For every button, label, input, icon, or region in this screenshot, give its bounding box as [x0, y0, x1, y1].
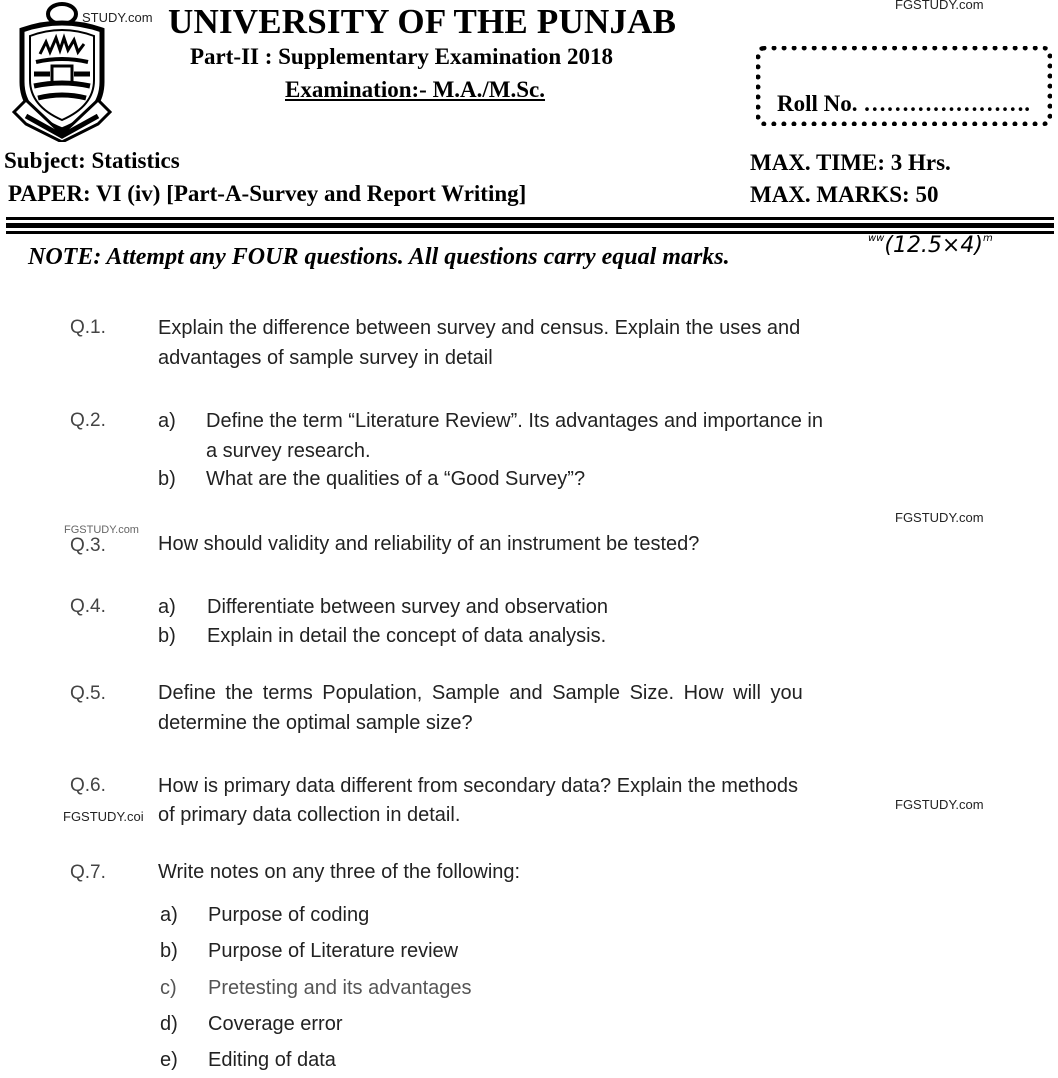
handwritten-marks-annotation	[868, 233, 993, 258]
header-divider-middle	[6, 223, 1054, 228]
question-2-part-a-line-1: Define the term “Literature Review”. Its advantages and importance in	[206, 410, 823, 432]
roll-number-label: Roll No. ………………….	[777, 91, 1030, 116]
watermark-left: STUDY.com	[82, 10, 153, 25]
question-7-part-e: Editing of data	[208, 1049, 336, 1071]
watermark-q3-overlay: FGSTUDY.com	[64, 524, 139, 536]
question-4-part-a-label: a)	[158, 596, 176, 618]
header-divider-top	[6, 217, 1054, 220]
max-time-label: MAX. TIME: 3 Hrs.	[750, 150, 951, 175]
question-7-part-c: Pretesting and its advantages	[208, 977, 472, 999]
question-2-part-b-line-1: What are the qualities of a “Good Survey”?	[206, 468, 586, 490]
question-number-1: Q.1.	[70, 317, 106, 338]
question-3-line-1: How should validity and reliability of an instrument be tested?	[158, 533, 700, 555]
handwritten-prefix: ww	[868, 233, 885, 244]
question-1-line-2: advantages of sample survey in detail	[158, 347, 493, 369]
question-7-part-b-label: b)	[160, 940, 178, 962]
question-7-part-c-label: c)	[160, 977, 177, 999]
question-7-part-d-label: d)	[160, 1013, 178, 1035]
question-4-part-b-label: b)	[158, 625, 176, 647]
max-marks-label: MAX. MARKS: 50	[750, 182, 939, 207]
question-7-part-a-label: a)	[160, 904, 178, 926]
question-6-line-1: How is primary data different from secondary data? Explain the methods	[158, 775, 798, 797]
question-7-line-1: Write notes on any three of the following:	[158, 861, 521, 883]
question-2-part-a-line-2: a survey research.	[206, 440, 371, 462]
question-number-4: Q.4.	[70, 596, 106, 617]
exam-part-title: Part-II : Supplementary Examination 2018	[190, 44, 613, 69]
question-7-part-e-label: e)	[160, 1049, 178, 1071]
subject-label: Subject: Statistics	[4, 148, 180, 173]
question-4-part-a-line-1: Differentiate between survey and observation	[207, 596, 608, 618]
watermark-top-right: FGSTUDY.com	[895, 0, 984, 12]
question-5-line-1: Define the terms Population, Sample and Sample Size. How will you	[158, 682, 803, 704]
watermark-mid-right: FGSTUDY.com	[895, 510, 984, 525]
question-4-part-b-line-1: Explain in detail the concept of data analysis.	[207, 625, 607, 647]
question-2-part-b-label: b)	[158, 468, 176, 490]
handwritten-suffix: m	[982, 233, 993, 244]
question-number-6: Q.6.	[70, 775, 106, 796]
handwritten-marks: (12.5×4)	[884, 233, 983, 258]
question-number-3: Q.3.	[70, 535, 106, 556]
question-7-part-a: Purpose of coding	[208, 904, 370, 926]
question-6-line-2: of primary data collection in detail.	[158, 804, 461, 826]
watermark-q6-left: FGSTUDY.coi	[63, 809, 144, 824]
roll-number-box[interactable]	[756, 46, 1052, 126]
question-2-part-a-label: a)	[158, 410, 176, 432]
question-7-part-b: Purpose of Literature review	[208, 940, 459, 962]
question-number-5: Q.5.	[70, 683, 106, 704]
university-name: UNIVERSITY OF THE PUNJAB	[168, 2, 677, 41]
paper-label: PAPER: VI (iv) [Part-A-Survey and Report Writing]	[8, 181, 527, 206]
instructions-note: NOTE: Attempt any FOUR questions. All questions carry equal marks.	[28, 244, 730, 270]
watermark-q6-right: FGSTUDY.com	[895, 797, 984, 812]
question-number-2: Q.2.	[70, 410, 106, 431]
question-5-line-2: determine the optimal sample size?	[158, 712, 473, 734]
question-1-line-1: Explain the difference between survey and census. Explain the uses and	[158, 317, 801, 339]
question-number-7: Q.7.	[70, 862, 106, 883]
question-7-part-d: Coverage error	[208, 1013, 343, 1035]
examination-title: Examination:- M.A./M.Sc.	[285, 77, 546, 102]
